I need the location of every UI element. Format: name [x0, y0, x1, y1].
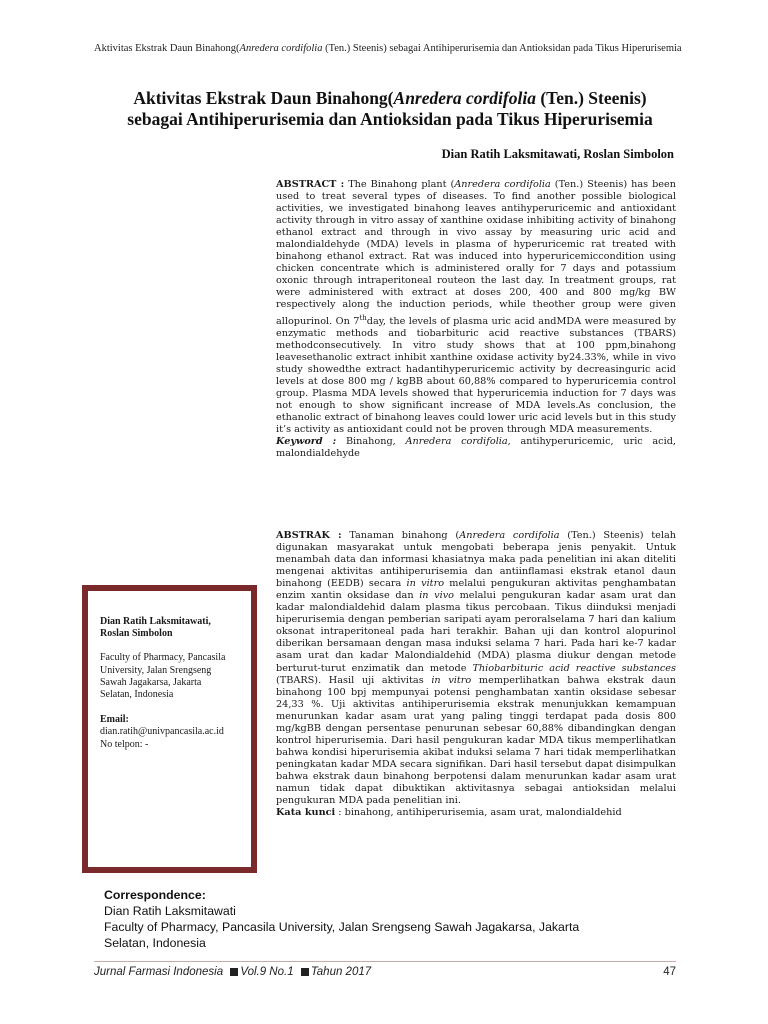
title-line-2: sebagai Antihiperurisemia dan Antioksidan pada Tikus Hiperurisemia	[127, 109, 653, 129]
author-list: Dian Ratih Laksmitawati, Roslan Simbolon	[441, 147, 674, 161]
abstrak-text: melalui pengukuran kadar asam urat dan kadar malondialdehid dalam plasma tikus percobaan. Tikus diinduksi menjadi hiperurisemia dengan pemberian saripati ayam peroralselama 7 hari dan kalium oksonat intraperitoneal pada hari terakhir. Bahan uji dan kontrol alopurinol diberikan bersamaan dengan masa induksi selama 7 hari. Pada hari ke-7 kadar asam urat dan kadar Malondialdehid (MDA) plasma diukur dengan metode berturut-turut enzimatik dan metode	[276, 590, 676, 674]
abstract-english	[276, 179, 676, 460]
kata-kunci-text: : binahong, antihiperurisemia, asam urat, malondialdehid	[335, 807, 622, 819]
sidebar-author-line: Dian Ratih Laksmitawati,	[100, 616, 211, 627]
affiliation-line: Faculty of Pharmacy, Pancasila	[100, 652, 226, 664]
square-bullet-icon	[301, 968, 309, 976]
correspondence-address: Faculty of Pharmacy, Pancasila University, Jalan Srengseng Sawah Jagakarsa, Jakarta	[104, 920, 580, 934]
abstrak-italic: Thiobarbituric acid reactive substances	[472, 662, 677, 674]
running-header-species: Anredera cordifolia	[239, 43, 323, 54]
abstrak-italic: in vitro	[406, 578, 445, 590]
correspondence-name: Dian Ratih Laksmitawati	[104, 904, 236, 918]
abstrak-italic: in vivo	[419, 590, 455, 602]
abstrak-text: memperlihatkan bahwa ekstrak daun binahong 100 bpj mempunyai potensi penghambatan xantin oksidase sebesar 24,33 %. Uji aktivitas antihiperurisemia ekstrak menunjukkan kemampuan menurunkan kadar asam urat yang paling tinggi terdapat pada dosis 800 mg/kgBB dengan persentase penurunan sebesar 60,88% dibandingkan dengan kontrol hiperurisemia. Dari hasil pengukuran kadar MDA tikus memperlihatkan bahwa kondisi hiperurisemia akibat induksi selama 7 hari tidak memperlihatkan peningkatan kadar MDA secara signifikan. Dari hasil tersebut dapat disimpulkan bahwa ekstrak daun binahong berpotensi dalam menurunkan kadar asam urat namun tidak dapat dibuktikan aktivitasnya sebagai antioksidan melalui pengukuran MDA pada penelitian ini.	[276, 674, 676, 807]
footer-divider	[94, 961, 676, 962]
abstrak-text: Tanaman binahong (	[341, 530, 460, 541]
abstract-superscript: th	[359, 313, 367, 322]
abstract-indonesian	[276, 530, 676, 819]
affiliation-line: Sawah Jagakarsa, Jakarta	[100, 676, 202, 688]
keyword-text: Binahong,	[336, 436, 406, 448]
sidebar-affiliation	[100, 652, 239, 701]
abstract-text: The Binahong plant (	[344, 179, 455, 190]
affiliation-line: University, Jalan Srengseng	[100, 664, 212, 676]
author-info-box	[82, 585, 257, 873]
title-line-1	[80, 88, 700, 109]
journal-year: Tahun 2017	[310, 966, 372, 978]
keyword-species: Anredera cordifolia	[405, 436, 508, 448]
title-species: Anredera cordifolia	[393, 88, 536, 108]
running-header-text: Aktivitas Ekstrak Daun Binahong(	[94, 43, 240, 54]
abstract-species: Anredera cordifolia	[454, 179, 551, 190]
correspondence-heading: Correspondence:	[104, 888, 206, 902]
email-address[interactable]: dian.ratih@univpancasila.ac.id	[100, 726, 224, 738]
abstrak-species: Anredera cordifolia	[459, 530, 560, 541]
page-footer	[94, 966, 676, 978]
affiliation-line: Selatan, Indonesia	[100, 689, 174, 701]
paper-title	[80, 88, 700, 130]
sidebar-authors	[100, 616, 239, 640]
abstrak-italic: in vitro	[431, 674, 472, 686]
email-label: Email:	[100, 714, 129, 726]
abstract-text: (Ten.) Steenis) has been used to treat several types of diseases. To find another possible biological activities, we investigated binahong leaves antihyperuricemic and antioxidant activity through in vitro assay of xanthine oxidase inhibiting activity of binahong ethanol extract and through in vivo assay by measuring uric acid and malondialdehyde (MDA) levels in plasma of hyperuricemic rat treated with binahong ethanol extract. Rat was induced into hyperuricemiccondition using chicken concentrate which is administered orally for 7 days and potassium oxonic through intraperitoneal routeon the last day. In treatment groups, rat were administered with extract at doses 200, 400 and 800 mg/kg BW respectively along the induction periods, while theother group were given allopurinol. On 7	[276, 179, 676, 327]
kata-kunci-label: Kata kunci	[276, 807, 336, 819]
page-number: 47	[663, 966, 676, 978]
running-header	[94, 42, 694, 55]
journal-volume: Vol.9 No.1	[240, 966, 294, 978]
abstrak-text: (Ten.) Steenis) telah digunakan masyarakat untuk mengobati beberapa jenis penyakit. Untuk menambah data dan informasi khasiatnya maka pada penelitian ini akan diteliti mengenai aktivitas antihiperurisemia dan antiinflamasi ekstrak etanol daun binahong (EEDB) secara	[276, 530, 676, 590]
journal-name: Jurnal Farmasi Indonesia	[94, 966, 224, 978]
correspondence-address: Selatan, Indonesia	[104, 936, 206, 950]
sidebar-author-line: Roslan Simbolon	[100, 628, 173, 640]
abstrak-text: melalui pengukuran aktivitas penghambatan enzim xantin oksidase dan	[276, 578, 676, 602]
keyword-text: , antihyperuricemic, uric acid, malondialdehyde	[276, 436, 676, 460]
phone-number: No telpon: -	[100, 738, 149, 750]
keyword-label: Keyword :	[276, 436, 337, 448]
abstract-label: ABSTRACT :	[276, 179, 345, 190]
abstract-text: day, the levels of plasma uric acid andMDA were measured by enzymatic methods and tiobarbituric acid reactive substances (TBARS) methodconsecutively. In vitro study shows that at 100 ppm,binahong leavesethanolic extract inhibit xanthine oxidase activity by24.33%, while in vivo study showedthe extract hadantihyperuricemic activity by decreasinguric acid levels at dose 800 mg / kgBB about 60,88% compared to hyperuricemia control group. Plasma MDA levels showed that hyperuricemia induction for 7 days was not enough to show significant increase of MDA levels.As conclusion, the ethanolic extract of binahong leaves could lower uric acid levels but in this study it’s activity as antioxidant could not be proven through MDA measurements.	[276, 315, 677, 436]
square-bullet-icon	[230, 968, 238, 976]
abstrak-text: (TBARS). Hasil uji aktivitas	[276, 674, 432, 686]
correspondence-block	[104, 887, 579, 951]
title-text: Aktivitas Ekstrak Daun Binahong(	[133, 88, 394, 108]
running-header-text-end: (Ten.) Steenis) sebagai Antihiperurisemia dan Antioksidan pada Tikus Hiperurisemia	[322, 43, 682, 54]
abstrak-label: ABSTRAK :	[276, 530, 342, 541]
title-text-end: (Ten.) Steenis)	[535, 88, 647, 108]
